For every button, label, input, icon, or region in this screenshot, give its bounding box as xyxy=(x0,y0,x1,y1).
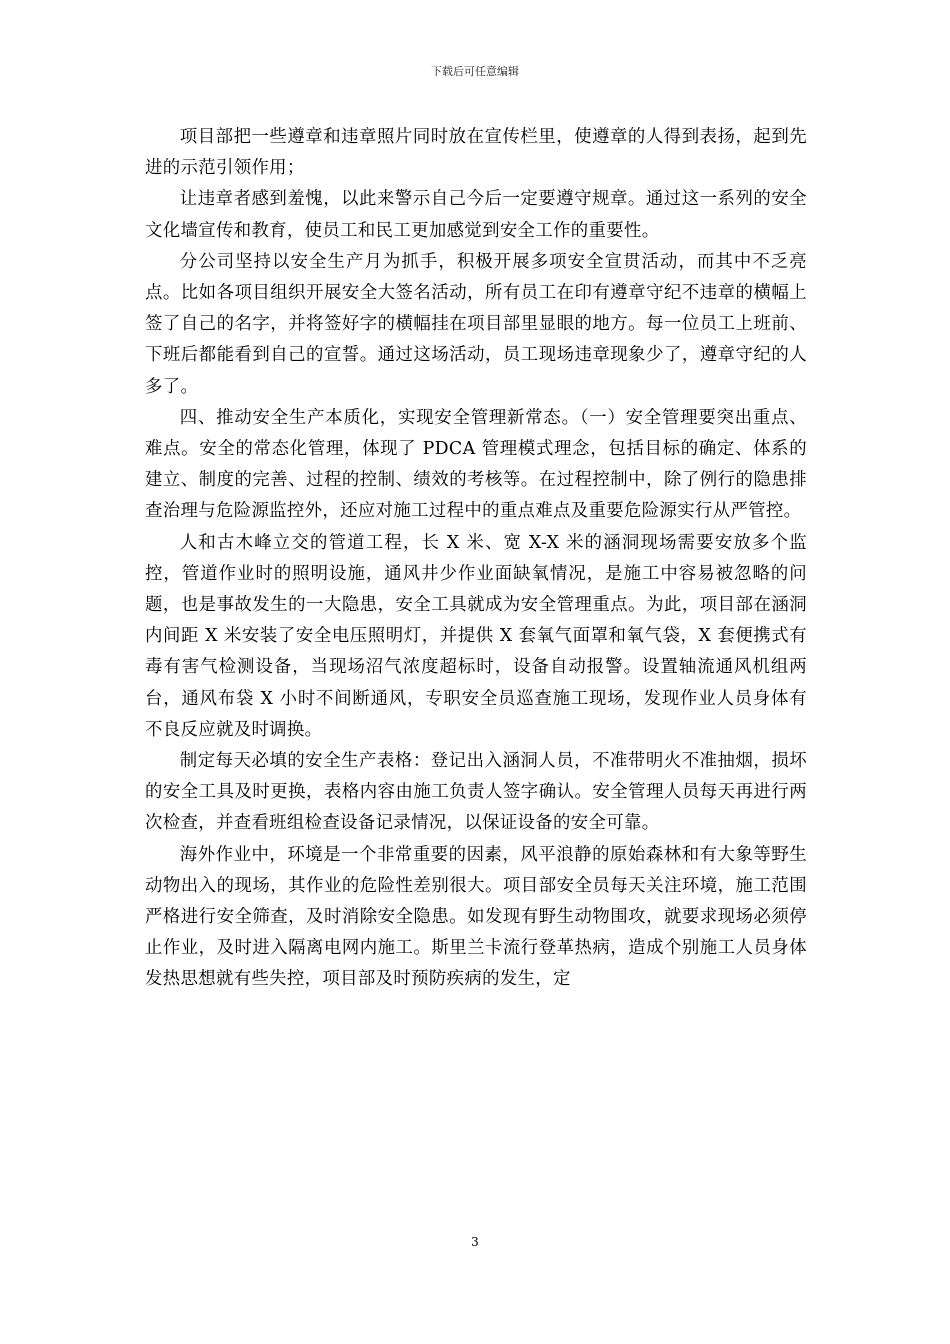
paragraph: 海外作业中，环境是一个非常重要的因素，风平浪静的原始森林和有大象等野生动物出入的现场，其作业的危险性差别很大。项目部安全员每天关注环境，施工范围严格进行安全筛查，及时消除安全隐患。如发现有野生动物围攻，就要求现场必须停止作业，及时进入隔离电网内施工。斯里兰卡流行登革热病，造成个别施工人员身体发热思想就有些失控，项目部及时预防疾病的发生，定 xyxy=(145,844,807,990)
paragraph: 项目部把一些遵章和违章照片同时放在宣传栏里，使遵章的人得到表扬，起到先进的示范引领作用； xyxy=(145,127,807,179)
paragraph: 分公司坚持以安全生产月为抓手，积极开展多项安全宣贯活动，而其中不乏亮点。比如各项目组织开展安全大签名活动，所有员工在印有遵章守纪不违章的横幅上签了自己的名字，并将签好字的横幅挂在项目部里显眼的地方。每一位员工上班前、下班后都能看到自己的宣誓。通过这场活动，员工现场违章现象少了，遵章守纪的人多了。 xyxy=(145,251,807,397)
paragraph: 制定每天必填的安全生产表格：登记出入涵洞人员，不准带明火不准抽烟，损坏的安全工具及时更换，表格内容由施工负责人签字确认。安全管理人员每天再进行两次检查，并查看班组检查设备记录情况，以保证设备的安全可靠。 xyxy=(145,751,807,834)
document-body xyxy=(145,122,807,996)
paragraph: 人和古木峰立交的管道工程，长 X 米、宽 X-X 米的涵洞现场需要安放多个监控，管道作业时的照明设施，通风井少作业面缺氧情况，是施工中容易被忽略的问题，也是事故发生的一大隐患，安全工具就成为安全管理重点。为此，项目部在涵洞内间距 X 米安装了安全电压照明灯，并提供 X 套氧气面罩和氧气袋，X 套便携式有毒有害气检测设备，当现场沼气浓度超标时，设备自动报警。设置轴流通风机组两台，通风布袋 X 小时不间断通风，专职安全员巡查施工现场，发现作业人员身体有不良反应就及时调换。 xyxy=(145,532,807,740)
page-number: 3 xyxy=(471,1235,479,1249)
page-header: 下载后可任意编辑 xyxy=(431,65,519,78)
paragraph: 让违章者感到羞愧，以此来警示自己今后一定要遵守规章。通过这一系列的安全文化墙宣传和教育，使员工和民工更加感觉到安全工作的重要性。 xyxy=(145,189,807,241)
paragraph: 四、推动安全生产本质化，实现安全管理新常态。（一）安全管理要突出重点、难点。安全的常态化管理，体现了 PDCA 管理模式理念，包括目标的确定、体系的建立、制度的完善、过程的控制、绩效的考核等。在过程控制中，除了例行的隐患排查治理与危险源监控外，还应对施工过程中的重点难点及重要危险源实行从严管控。 xyxy=(145,407,807,522)
